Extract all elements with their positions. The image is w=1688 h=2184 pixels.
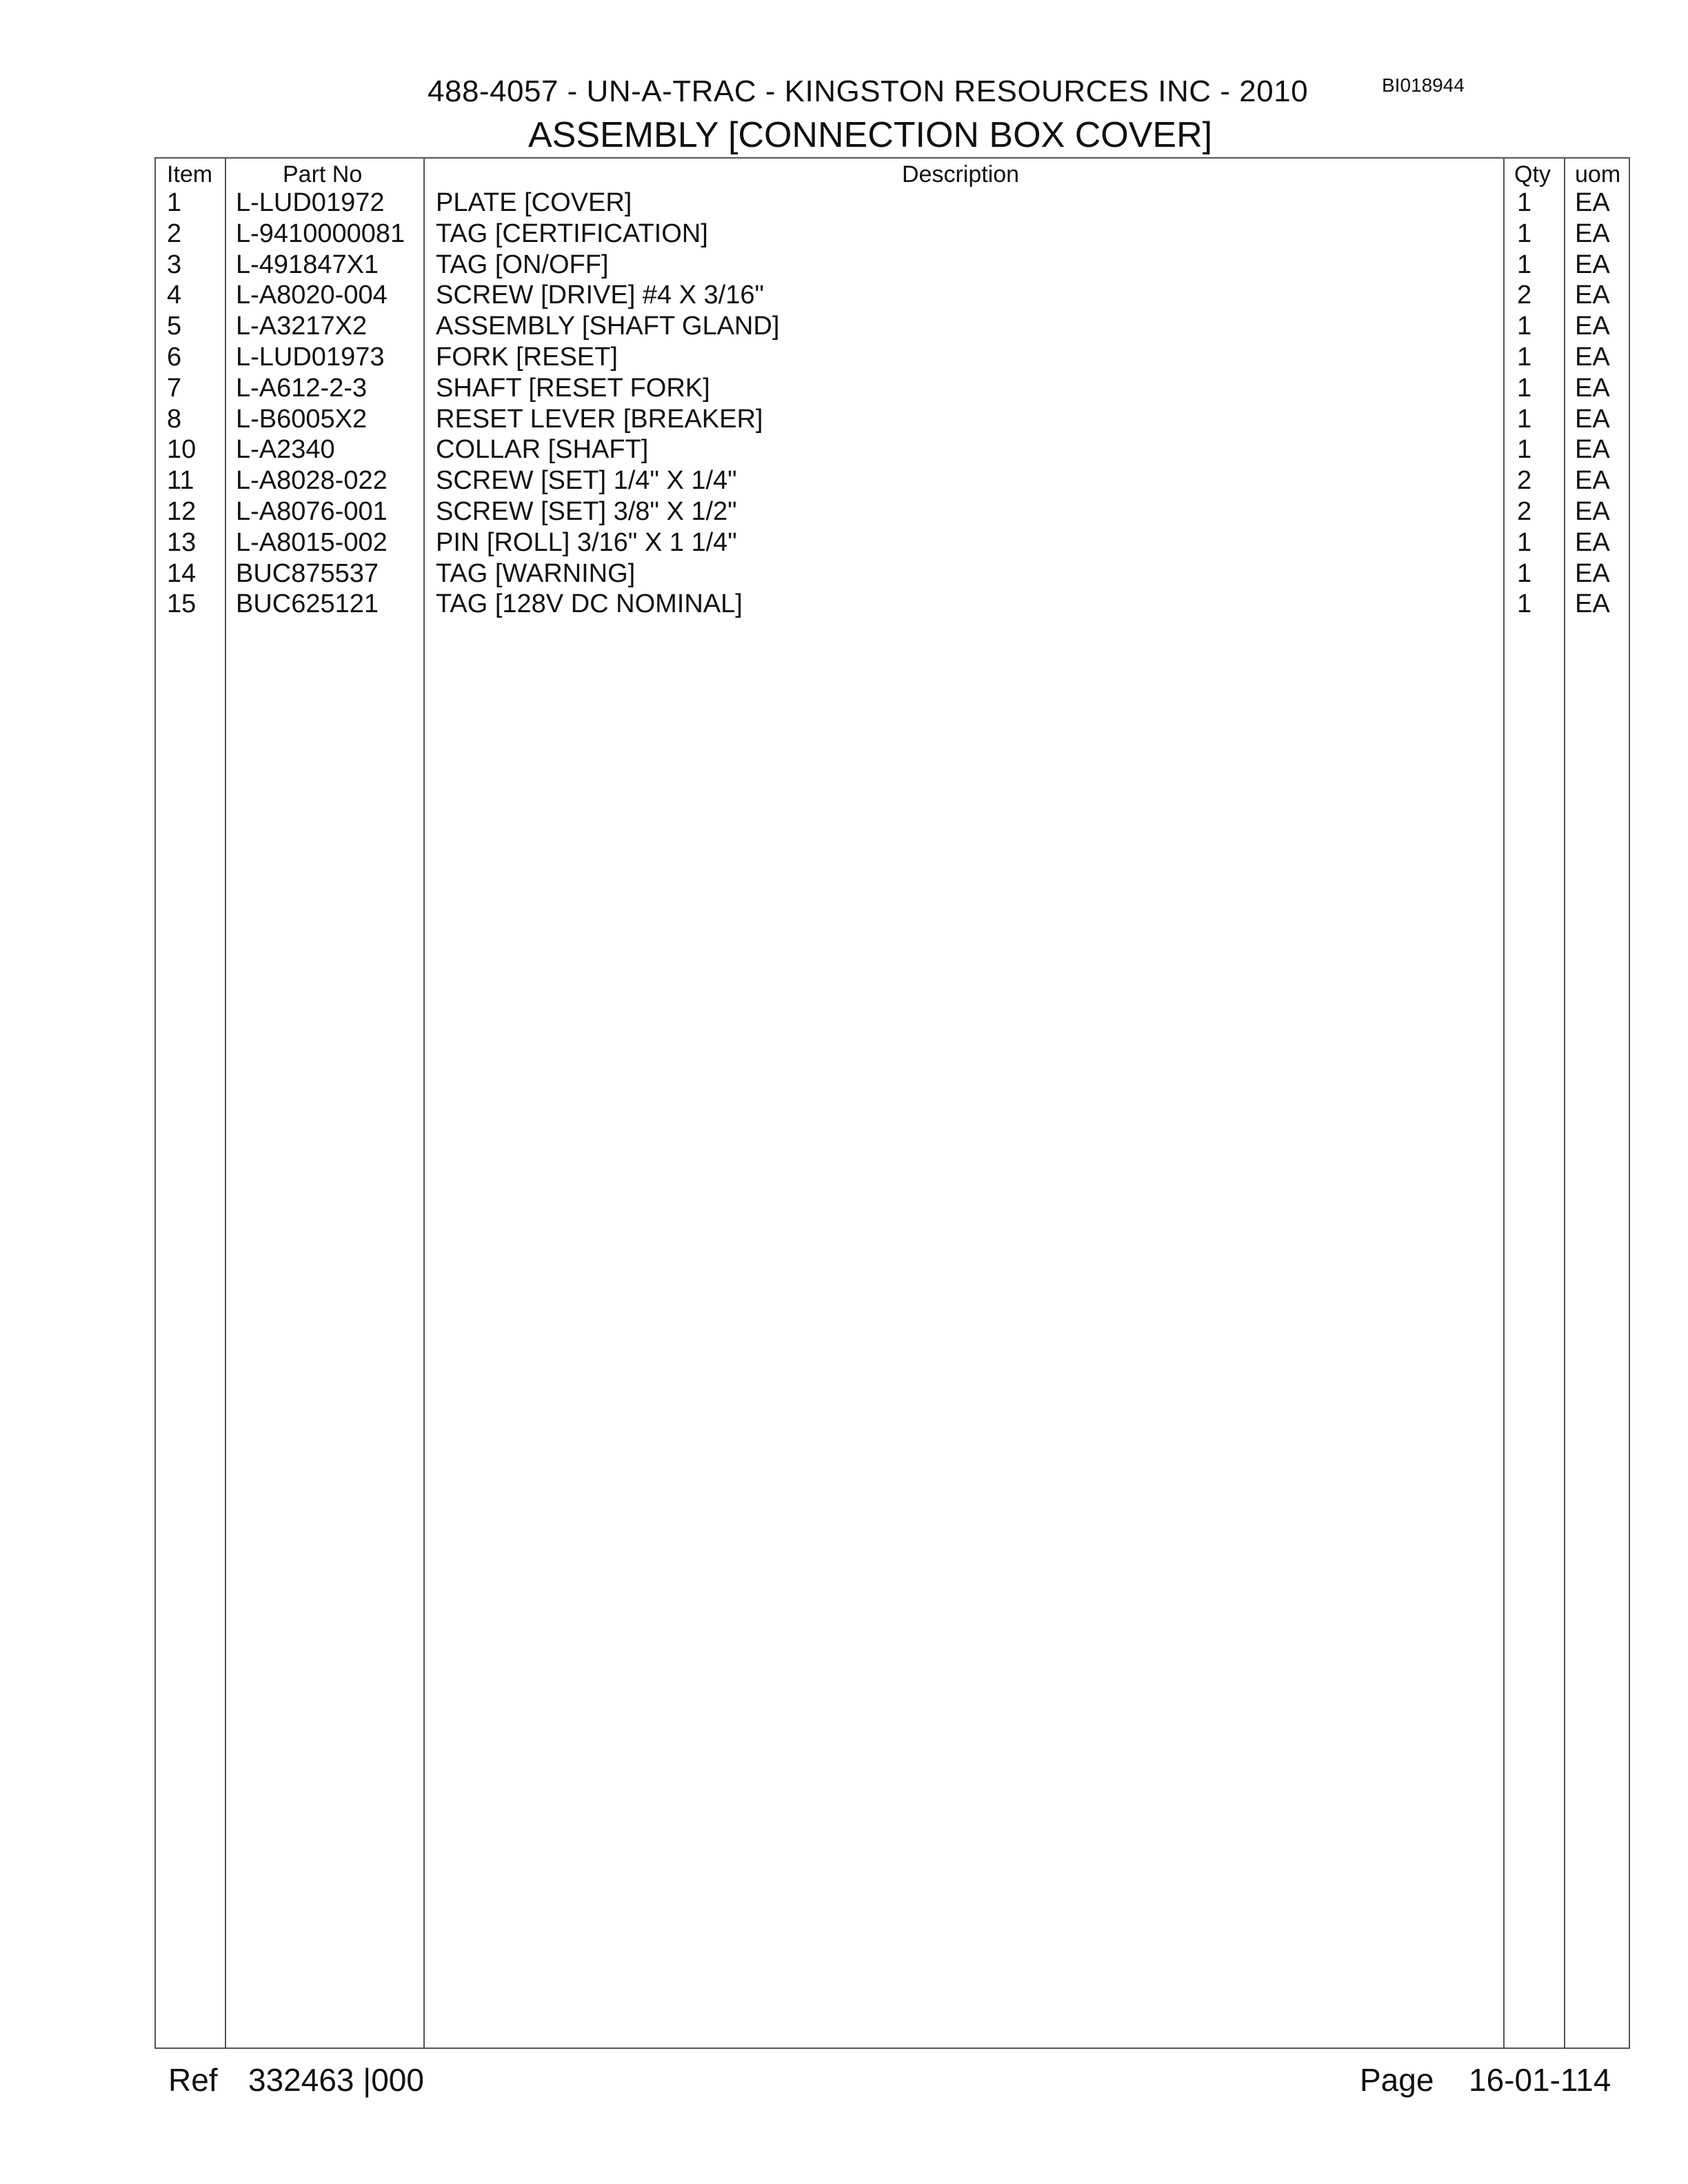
cell-part-no: BUC625121 xyxy=(236,589,379,619)
cell-item: 15 xyxy=(167,589,197,619)
cell-part-no: L-491847X1 xyxy=(236,250,379,279)
cell-qty: 2 xyxy=(1517,281,1532,310)
cell-part-no: L-A8020-004 xyxy=(236,281,388,310)
cell-description: RESET LEVER [BREAKER] xyxy=(436,404,763,434)
header-title-line1: 488-4057 - UN-A-TRAC - KINGSTON RESOURCES INC - 2010 xyxy=(428,74,1309,108)
table-row xyxy=(156,373,1629,404)
header-item: Item xyxy=(167,161,213,188)
cell-qty: 1 xyxy=(1517,312,1532,341)
cell-uom: EA xyxy=(1575,404,1610,434)
cell-uom: EA xyxy=(1575,435,1610,465)
cell-uom: EA xyxy=(1575,250,1610,279)
cell-description: PLATE [COVER] xyxy=(436,188,632,217)
cell-part-no: L-B6005X2 xyxy=(236,404,368,434)
cell-uom: EA xyxy=(1575,373,1610,403)
table-row xyxy=(156,558,1629,589)
cell-item: 1 xyxy=(167,188,182,217)
table-row xyxy=(156,589,1629,620)
cell-qty: 1 xyxy=(1517,373,1532,403)
cell-uom: EA xyxy=(1575,281,1610,310)
cell-part-no: L-A3217X2 xyxy=(236,312,368,341)
cell-description: FORK [RESET] xyxy=(436,342,618,372)
cell-description: SCREW [DRIVE] #4 X 3/16" xyxy=(436,281,764,310)
header-qty: Qty xyxy=(1514,161,1551,188)
cell-qty: 1 xyxy=(1517,435,1532,465)
cell-description: TAG [WARNING] xyxy=(436,558,636,588)
cell-uom: EA xyxy=(1575,188,1610,217)
cell-qty: 1 xyxy=(1517,404,1532,434)
table-body xyxy=(156,188,1629,620)
cell-part-no: L-A612-2-3 xyxy=(236,373,368,403)
cell-description: SCREW [SET] 3/8" X 1/2" xyxy=(436,496,737,526)
header-part-no: Part No xyxy=(283,161,363,188)
cell-item: 11 xyxy=(167,466,194,496)
cell-qty: 1 xyxy=(1517,527,1532,557)
cell-uom: EA xyxy=(1575,558,1610,588)
cell-part-no: BUC875537 xyxy=(236,558,379,588)
parts-table xyxy=(154,157,1630,2049)
table-row xyxy=(156,434,1629,465)
cell-uom: EA xyxy=(1575,527,1610,557)
cell-item: 13 xyxy=(167,527,197,557)
table-row xyxy=(156,250,1629,281)
footer-ref-value: 332463 |000 xyxy=(248,2062,424,2098)
header-title-line2: ASSEMBLY [CONNECTION BOX COVER] xyxy=(528,115,1213,155)
cell-description: TAG [ON/OFF] xyxy=(436,250,609,279)
cell-qty: 1 xyxy=(1517,250,1532,279)
cell-uom: EA xyxy=(1575,496,1610,526)
cell-part-no: L-A8076-001 xyxy=(236,496,388,526)
cell-uom: EA xyxy=(1575,342,1610,372)
table-row xyxy=(156,219,1629,250)
cell-item: 8 xyxy=(167,404,182,434)
cell-description: TAG [128V DC NOMINAL] xyxy=(436,589,743,619)
footer-page-value: 16-01-114 xyxy=(1469,2062,1611,2098)
cell-uom: EA xyxy=(1575,219,1610,248)
cell-qty: 1 xyxy=(1517,589,1532,619)
table-row xyxy=(156,496,1629,527)
cell-part-no: L-LUD01973 xyxy=(236,342,385,372)
cell-item: 7 xyxy=(167,373,182,403)
table-row xyxy=(156,404,1629,435)
cell-description: TAG [CERTIFICATION] xyxy=(436,219,708,248)
footer-page-label: Page xyxy=(1360,2062,1434,2098)
cell-item: 12 xyxy=(167,496,197,526)
cell-description: SHAFT [RESET FORK] xyxy=(436,373,710,403)
cell-part-no: L-A2340 xyxy=(236,435,335,465)
cell-item: 4 xyxy=(167,281,182,310)
header-uom: uom xyxy=(1575,161,1621,188)
cell-qty: 2 xyxy=(1517,496,1532,526)
cell-uom: EA xyxy=(1575,589,1610,619)
document-code: BI018944 xyxy=(1382,74,1465,96)
header-description: Description xyxy=(902,161,1020,188)
cell-uom: EA xyxy=(1575,312,1610,341)
cell-item: 6 xyxy=(167,342,182,372)
cell-qty: 1 xyxy=(1517,188,1532,217)
cell-part-no: L-LUD01972 xyxy=(236,188,385,217)
cell-item: 14 xyxy=(167,558,197,588)
cell-item: 10 xyxy=(167,435,197,465)
cell-description: SCREW [SET] 1/4" X 1/4" xyxy=(436,466,737,496)
table-row xyxy=(156,342,1629,373)
cell-qty: 1 xyxy=(1517,219,1532,248)
cell-part-no: L-A8028-022 xyxy=(236,466,388,496)
cell-item: 3 xyxy=(167,250,182,279)
cell-item: 5 xyxy=(167,312,182,341)
table-row xyxy=(156,188,1629,219)
cell-description: PIN [ROLL] 3/16" X 1 1/4" xyxy=(436,527,737,557)
cell-description: COLLAR [SHAFT] xyxy=(436,435,649,465)
cell-qty: 2 xyxy=(1517,466,1532,496)
table-row xyxy=(156,280,1629,311)
cell-uom: EA xyxy=(1575,466,1610,496)
table-row xyxy=(156,527,1629,558)
footer-ref-label: Ref xyxy=(168,2062,218,2098)
cell-qty: 1 xyxy=(1517,558,1532,588)
cell-item: 2 xyxy=(167,219,182,248)
cell-part-no: L-A8015-002 xyxy=(236,527,388,557)
cell-description: ASSEMBLY [SHAFT GLAND] xyxy=(436,312,780,341)
table-row xyxy=(156,311,1629,342)
cell-part-no: L-9410000081 xyxy=(236,219,405,248)
cell-qty: 1 xyxy=(1517,342,1532,372)
table-row xyxy=(156,465,1629,496)
